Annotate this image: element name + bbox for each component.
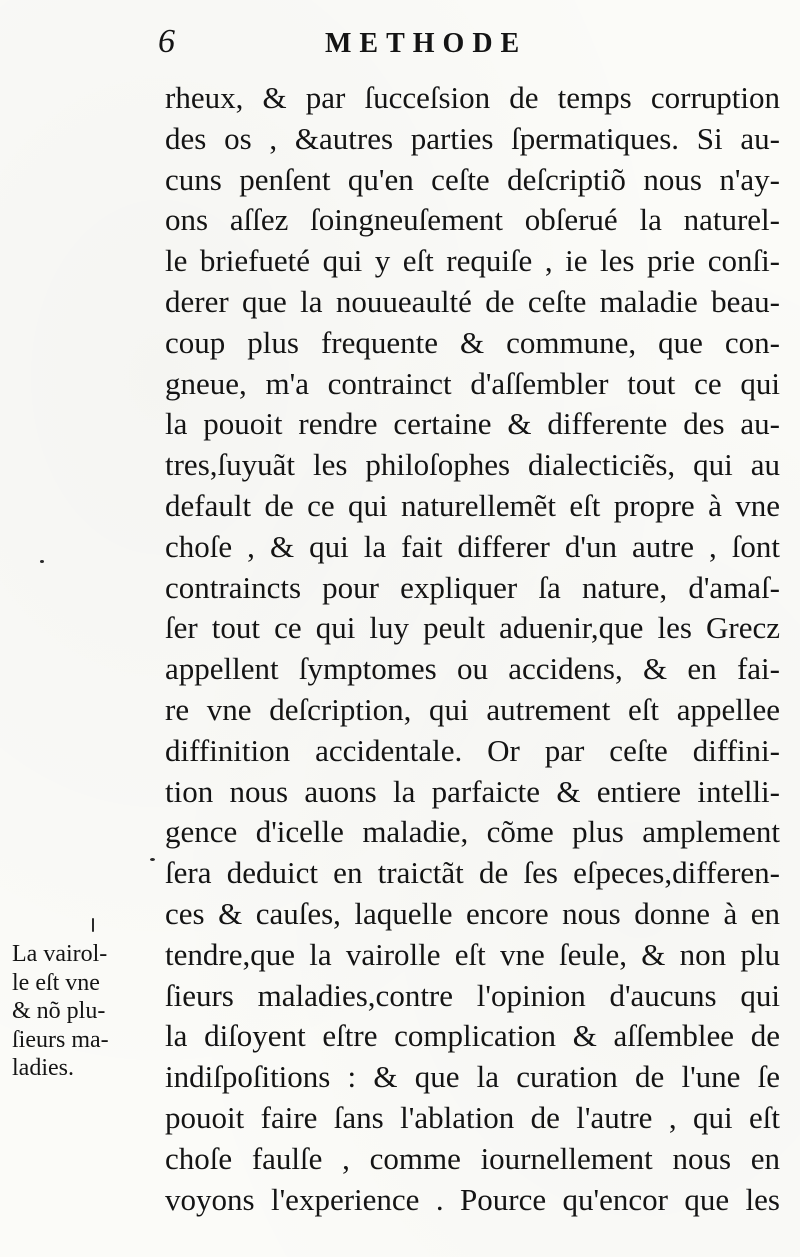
page-header <box>0 20 800 70</box>
ink-speck <box>40 560 44 563</box>
text-line: contraincts pour expliquer ſa nature, d'amaſ- <box>165 569 780 605</box>
text-line: le briefueté qui y eſt requiſe , ie les prie conſi- <box>165 243 780 279</box>
margin-note-line: & nõ plu- <box>12 998 106 1024</box>
text-line: rheux, & par ſucceſsion de temps corruption <box>165 80 780 115</box>
text-line: choſe , & qui la fait differer d'un autre , ſont <box>165 528 780 564</box>
text-line: tion nous auons la parfaicte & entiere intelli- <box>165 773 780 809</box>
text-line: ons aſſez ſoingneuſement obſerué la naturel- <box>165 202 780 238</box>
ink-speck <box>92 918 94 932</box>
text-line: gence d'icelle maladie, cõme plus amplement <box>165 814 780 850</box>
margin-note-line: ſieurs ma- <box>12 1026 109 1053</box>
text-line: default de ce qui naturellemẽt eſt propre à vne <box>165 487 780 523</box>
text-line: ſera deduict en traictãt de ſes eſpeces,differen- <box>165 855 780 891</box>
text-line: tres,ſuyuãt les philoſophes dialecticiẽs, qui au <box>165 447 780 483</box>
text-line: gneue, m'a contrainct d'aſſembler tout ce qui <box>165 365 780 401</box>
text-line: la diſoyent eſtre complication & aſſemblee de <box>165 1018 780 1054</box>
text-line: ces & cauſes, laquelle encore nous donne à en <box>165 895 780 931</box>
text-line: des os , &autres parties ſpermatiques. Si au- <box>165 120 780 156</box>
text-line: la pouoit rendre certaine & differente des au- <box>165 406 780 442</box>
text-line: appellent ſymptomes ou accidens, & en fai- <box>165 651 780 687</box>
text-line: re vne deſcription, qui autrement eſt appellee <box>165 691 780 727</box>
text-line: tendre,que la vairolle eſt vne ſeule, & non plu <box>165 936 780 972</box>
margin-note-line: La vairol- <box>12 941 108 967</box>
text-line: choſe faulſe , comme iournellement nous en <box>165 1140 780 1176</box>
text-line: diffinition accidentale. Or par ceſte diffini- <box>165 732 780 768</box>
margin-note-line: le eſt vne <box>12 969 100 996</box>
text-line: voyons l'experience . Pource qu'encor que les <box>165 1181 780 1217</box>
ink-speck <box>150 858 155 861</box>
text-line: ſer tout ce qui luy peult aduenir,que les Grecz <box>165 610 780 646</box>
text-line: ſieurs maladies,contre l'opinion d'aucuns qui <box>165 977 780 1013</box>
text-line: cuns penſent qu'en ceſte deſcriptiõ nous n'ay- <box>165 161 780 197</box>
margin-note <box>12 940 158 1083</box>
text-line: coup plus frequente & commune, que con- <box>165 324 780 360</box>
text-line: derer que la nouueaulté de ceſte maladie beau- <box>165 283 780 319</box>
text-line: indiſpoſitions : & que la curation de l'une ſe <box>165 1059 780 1095</box>
body-text <box>165 78 780 1220</box>
page-number: 6 <box>158 23 175 60</box>
margin-note-line: ladies. <box>12 1055 74 1081</box>
running-head: METHODE <box>325 28 528 59</box>
text-line: pouoit faire ſans l'ablation de l'autre , qui eſt <box>165 1099 780 1135</box>
